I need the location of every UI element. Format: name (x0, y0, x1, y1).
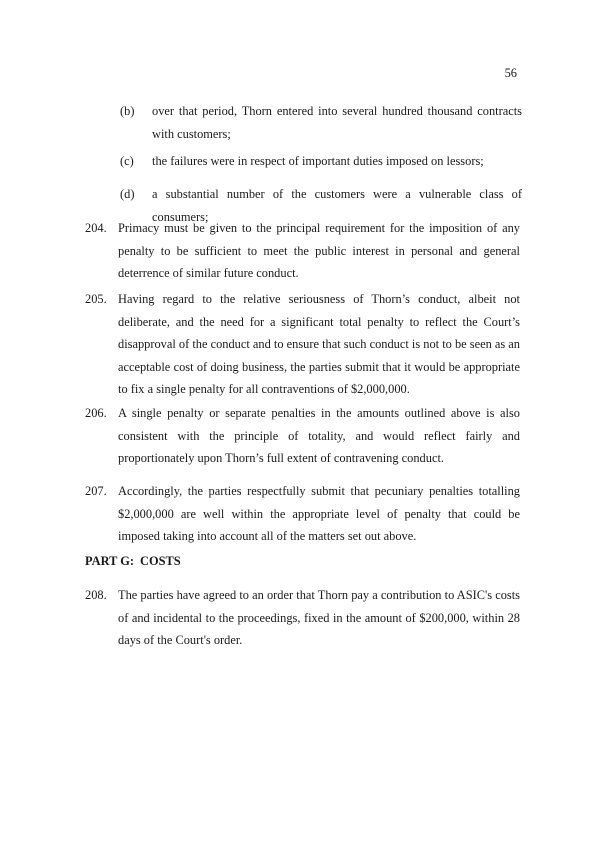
paragraph-number: 208. (85, 588, 107, 602)
paragraph-text: Having regard to the relative seriousness of Thorn’s conduct, albeit not deliberate, and the need for a significant total penalty to reflect the Court’s disapproval of the conduct and to ensure that such conduct is not to be seen as an acceptable cost of doing business, the parties submit that it would be appropriate to fix a single penalty for all contraventions of $2,000,000. (118, 292, 520, 396)
part-title: COSTS (140, 554, 181, 568)
paragraph-number: 204. (85, 221, 107, 235)
sub-item-label: (c) (120, 154, 134, 168)
paragraph-text: A single penalty or separate penalties in the amounts outlined above is also consistent with the principle of totality, and would reflect fairly and proportionately upon Thorn’s full extent of contravening conduct. (118, 406, 520, 465)
paragraph-number: 205. (85, 292, 107, 306)
sub-item-text: over that period, Thorn entered into several hundred thousand contracts with customers; (152, 104, 522, 141)
sub-item-label: (d) (120, 187, 135, 201)
paragraph-number: 207. (85, 484, 107, 498)
page-number: 56 (504, 66, 517, 80)
part-label: PART G: (85, 554, 135, 568)
sub-item-text: a substantial number of the customers were a vulnerable class of consumers; (152, 187, 522, 224)
sub-item-text: the failures were in respect of important duties imposed on lessors; (152, 154, 484, 168)
paragraph-text: Primacy must be given to the principal requirement for the imposition of any penalty to be sufficient to meet the public interest in personal and general deterrence of similar future conduct. (118, 221, 520, 280)
paragraph-text: The parties have agreed to an order that Thorn pay a contribution to ASIC's costs of and incidental to the proceedings, fixed in the amount of $200,000, within 28 days of the Court's order. (118, 588, 520, 647)
sub-item-label: (b) (120, 104, 135, 118)
paragraph-number: 206. (85, 406, 107, 420)
paragraph-text: Accordingly, the parties respectfully submit that pecuniary penalties totalling $2,000,000 are well within the appropriate level of penalty that could be imposed taking into account all of the matters set out above. (118, 484, 520, 543)
